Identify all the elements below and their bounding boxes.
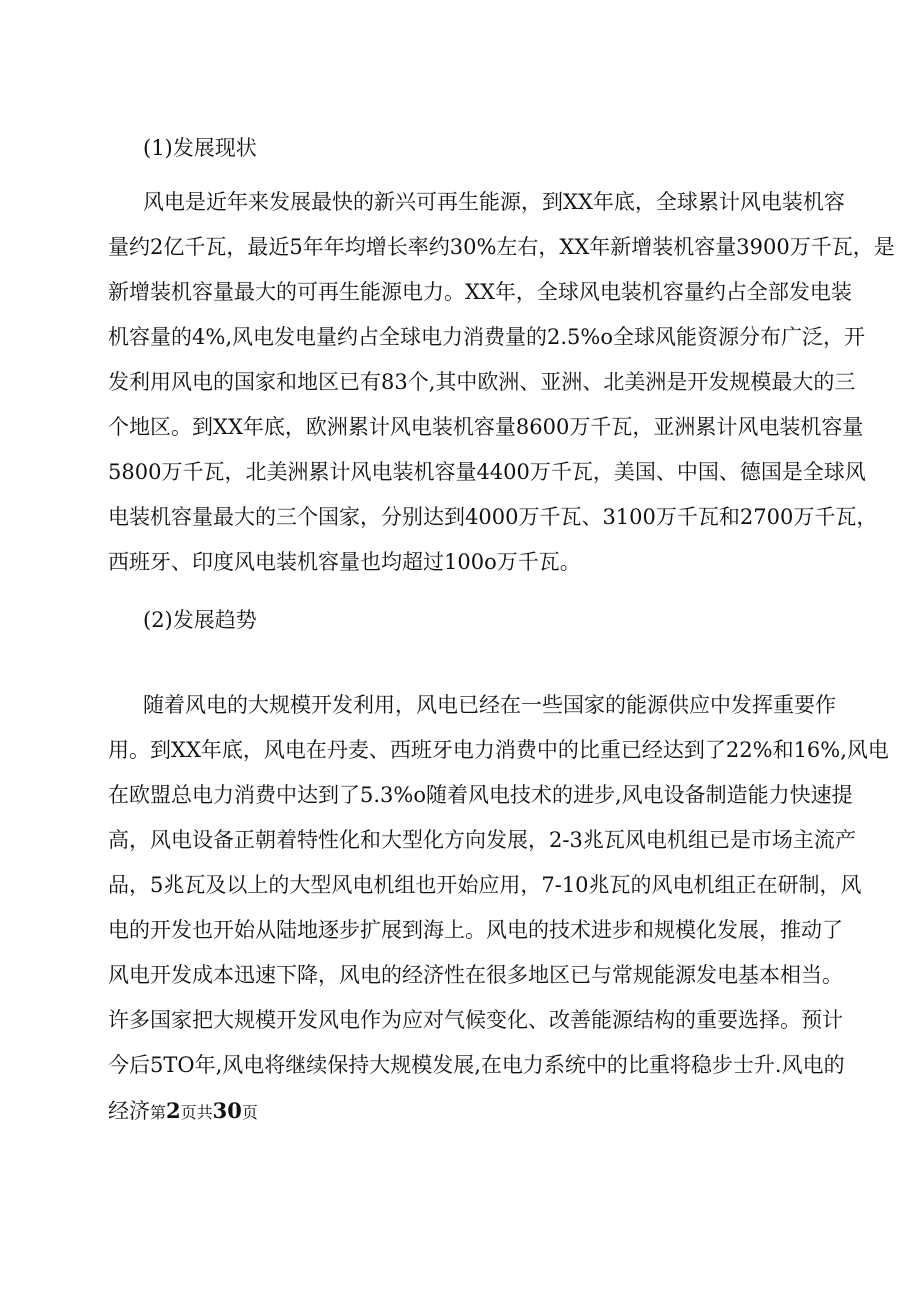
text-line: 风电开发成本迅速下降，风电的经济性在很多地区已与常规能源发电基本相当。 xyxy=(108,963,843,987)
text-line: 随着风电的大规模开发利用，风电已经在一些国家的能源供应中发挥重要作 xyxy=(143,693,836,717)
text-line: 风电是近年来发展最快的新兴可再生能源，到XX年底，全球累计风电装机容 xyxy=(143,190,845,214)
page-prefix: 第 xyxy=(150,1103,167,1122)
text-line: 高，风电设备正朝着特性化和大型化方向发展，2-3兆瓦风电机组已是市场主流产 xyxy=(108,828,856,852)
total-page-number: 30 xyxy=(212,1098,242,1123)
section-heading-current-status: (1)发展现状 xyxy=(143,136,257,160)
text-line: 在欧盟总电力消费中达到了5.3%o随着风电技术的进步,风电设备制造能力快速提 xyxy=(108,783,853,807)
text-line: 5800万千瓦，北美洲累计风电装机容量4400万千瓦，美国、中国、德国是全球风 xyxy=(108,460,866,484)
text-line: 今后5TO年,风电将继续保持大规模发展,在电力系统中的比重将稳步士升.风电的 xyxy=(108,1053,845,1077)
text-fragment: 经济 xyxy=(108,1099,150,1123)
page-suffix: 页 xyxy=(241,1103,258,1122)
text-line: 许多国家把大规模开发风电作为应对气候变化、改善能源结构的重要选择。预计 xyxy=(108,1008,843,1032)
paragraph-current-status xyxy=(108,180,895,585)
last-line-with-page-footer xyxy=(108,1088,828,1133)
text-line: 个地区。到XX年底，欧洲累计风电装机容量8600万千瓦，亚洲累计风电装机容量 xyxy=(108,415,864,439)
text-line: 发利用风电的国家和地区已有83个,其中欧洲、亚洲、北美洲是开发规模最大的三 xyxy=(108,370,856,394)
text-line: 西班牙、印度风电装机容量也均超过100o万千瓦。 xyxy=(108,550,581,574)
page-indicator xyxy=(150,1098,258,1123)
text-line: 新增装机容量最大的可再生能源电力。XX年，全球风电装机容量约占全部发电装 xyxy=(108,280,852,304)
section-heading-development-trend: (2)发展趋势 xyxy=(143,608,257,632)
text-line: 用。到XX年底，风电在丹麦、西班牙电力消费中的比重已经达到了22%和16%,风电 xyxy=(108,738,889,762)
text-line: 量约2亿千瓦，最近5年年均增长率约30%左右，XX年新增装机容量3900万千瓦，是 xyxy=(108,235,895,259)
text-line: 电的开发也开始从陆地逐步扩展到海上。风电的技术进步和规模化发展，推动了 xyxy=(108,918,843,942)
text-line: 品，5兆瓦及以上的大型风电机组也开始应用，7-10兆瓦的风电机组正在研制，风 xyxy=(108,873,862,897)
page-middle: 页共 xyxy=(180,1103,213,1122)
current-page-number: 2 xyxy=(166,1098,181,1123)
text-line: 机容量的4%,风电发电量约占全球电力消费量的2.5%o全球风能资源分布广泛，开 xyxy=(108,325,865,349)
text-line: 电装机容量最大的三个国家，分别达到4000万千瓦、3100万千瓦和2700万千瓦， xyxy=(108,505,878,529)
paragraph-development-trend xyxy=(108,683,889,1133)
